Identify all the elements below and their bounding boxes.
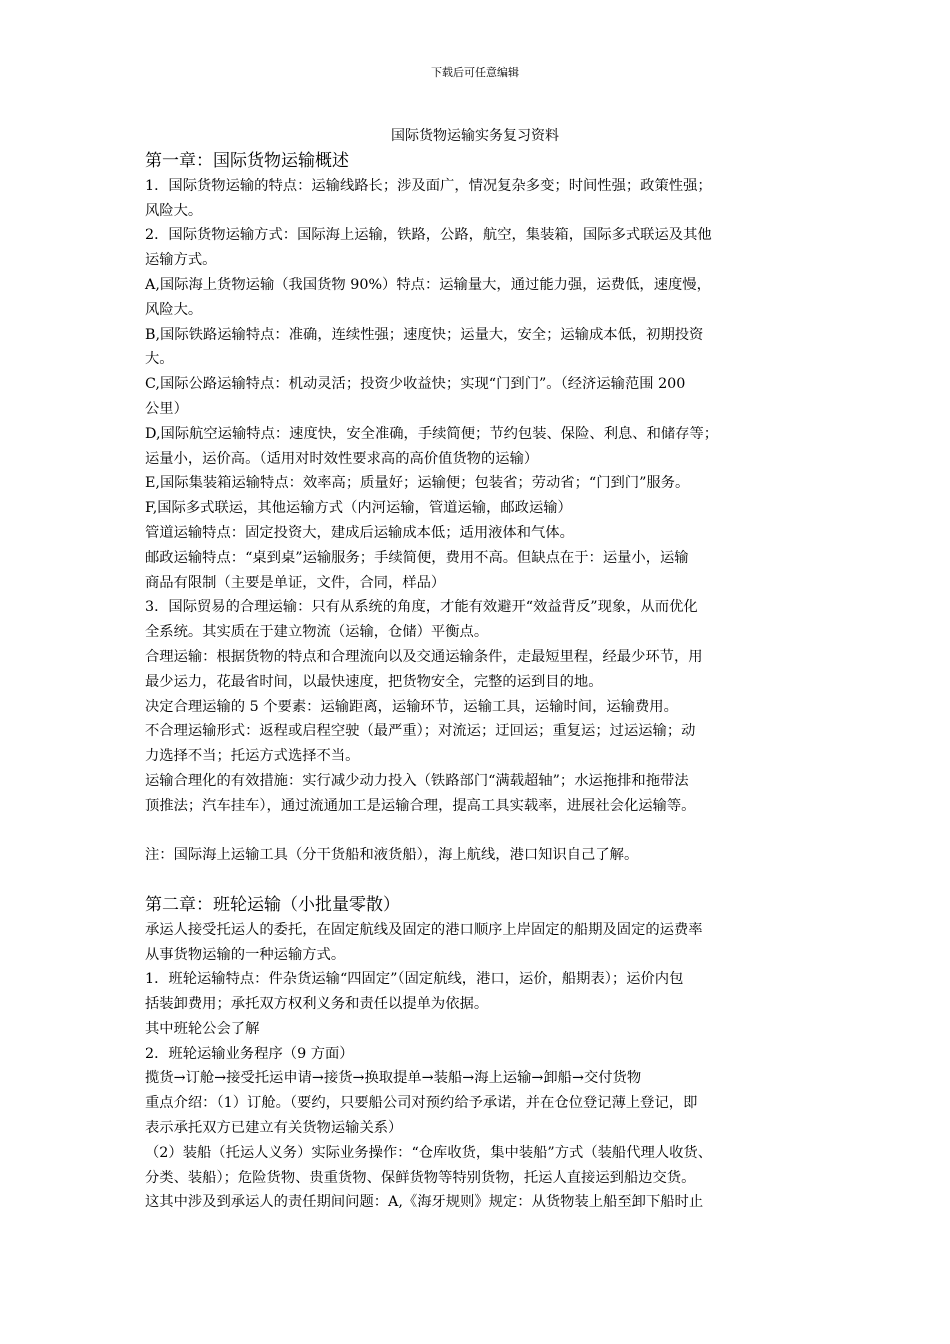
text-line: 运量小，运价高。（适用对时效性要求高的高价值货物的运输） [145,450,539,467]
text-line: 注：国际海上运输工具（分干货船和液货船），海上航线，港口知识自己了解。 [145,847,639,864]
text-line: B,国际铁路运输特点：准确，连续性强；速度快；运量大，安全；运输成本低，初期投资 [145,326,704,343]
text-line: A,国际海上货物运输（我国货物 90%）特点：运输量大，通过能力强，运费低，速度慢， [145,276,711,293]
blank-line [145,868,825,893]
text-line: 承运人接受托运人的委托，在固定航线及固定的港口顺序上岸固定的船期及固定的运费率 [145,921,703,938]
text-line: F,国际多式联运，其他运输方式（内河运输，管道运输，邮政运输） [145,500,572,517]
text-line: 表示承托双方已建立有关货物运输关系） [145,1120,403,1137]
text-line: 分类、装船）；危险货物、贵重货物、保鲜货物等特别货物，托运人直接运到船边交货。 [145,1169,696,1186]
text-line: E,国际集装箱运输特点：效率高；质量好；运输便；包装省；劳动省；“门到门”服务。 [145,475,690,492]
text-line: （2）装船（托运人义务）实际业务操作：“仓库收货，集中装船”方式（装船代理人收货、 [145,1144,712,1161]
document-title: 国际货物运输实务复习资料 [391,128,559,144]
document-body [145,149,825,1215]
text-line: 1．班轮运输特点：件杂货运输“四固定”（固定航线，港口，运价，船期表）；运价内包 [145,971,684,988]
text-line: 2．国际货物运输方式：国际海上运输，铁路，公路，航空，集装箱，国际多式联运及其他 [145,227,712,244]
text-line: 最少运力，花最省时间，以最快速度，把货物安全，完整的运到目的地。 [145,673,603,690]
section-heading: 第二章：班轮运输（小批量零散） [145,894,400,915]
text-line: 全系统。其实质在于建立物流（运输，仓储）平衡点。 [145,624,489,641]
text-line: 大。 [145,351,174,368]
text-line: D,国际航空运输特点：速度快，安全准确，手续简便；节约包装、保险、利息、和储存等； [145,425,719,442]
text-line: 1．国际货物运输的特点：运输线路长；涉及面广，情况复杂多变；时间性强；政策性强； [145,177,712,194]
text-line: 重点介绍：（1）订舱。（要约，只要船公司对预约给予承诺，并在仓位登记薄上登记，即 [145,1095,698,1112]
text-line: 3．国际贸易的合理运输：只有从系统的角度，才能有效避开“效益背反”现象，从而优化 [145,599,698,616]
text-line: 这其中涉及到承运人的责任期间问题：A,《海牙规则》规定：从货物装上船至卸下船时止 [145,1194,704,1211]
text-line: 运输合理化的有效措施：实行减少动力投入（铁路部门“满载超轴”；水运拖排和拖带法 [145,772,689,789]
text-line: C,国际公路运输特点：机动灵活；投资少收益快；实现“门到门”。（经济运输范围 200 [145,376,686,393]
text-line: 不合理运输形式：返程或启程空驶（最严重）；对流运；迂回运；重复运；过运运输；动 [145,723,696,740]
blank-line [145,819,825,844]
text-line: 管道运输特点：固定投资大，建成后运输成本低；适用液体和气体。 [145,524,574,541]
text-line: 揽货→订舱→接受托运申请→接货→换取提单→装船→海上运输→卸船→交付货物 [145,1070,642,1087]
text-line: 力选择不当；托运方式选择不当。 [145,748,360,765]
text-line: 公里） [145,400,188,417]
text-line: 从事货物运输的一种运输方式。 [145,946,346,963]
text-line: 决定合理运输的 5 个要素：运输距离，运输环节，运输工具，运输时间，运输费用。 [145,698,678,715]
text-line: 合理运输：根据货物的特点和合理流向以及交通运输条件，走最短里程，经最少环节，用 [145,648,703,665]
text-line: 2．班轮运输业务程序（9 方面） [145,1045,354,1062]
text-line: 其中班轮公会了解 [145,1020,260,1037]
text-line: 邮政运输特点：“桌到桌”运输服务；手续简便，费用不高。但缺点在于：运量小，运输 [145,549,689,566]
section-heading: 第一章：国际货物运输概述 [145,151,349,171]
text-line: 风险大。 [145,301,203,318]
page-header-note: 下载后可任意编辑 [431,66,519,79]
text-line: 商品有限制（主要是单证，文件，合同，样品） [145,574,446,591]
text-line: 风险大。 [145,202,203,219]
text-line: 运输方式。 [145,252,217,269]
text-line: 括装卸费用；承托双方权利义务和责任以提单为依据。 [145,996,489,1013]
text-line: 顶推法；汽车挂车），通过流通加工是运输合理，提高工具实载率，进展社会化运输等。 [145,797,696,814]
